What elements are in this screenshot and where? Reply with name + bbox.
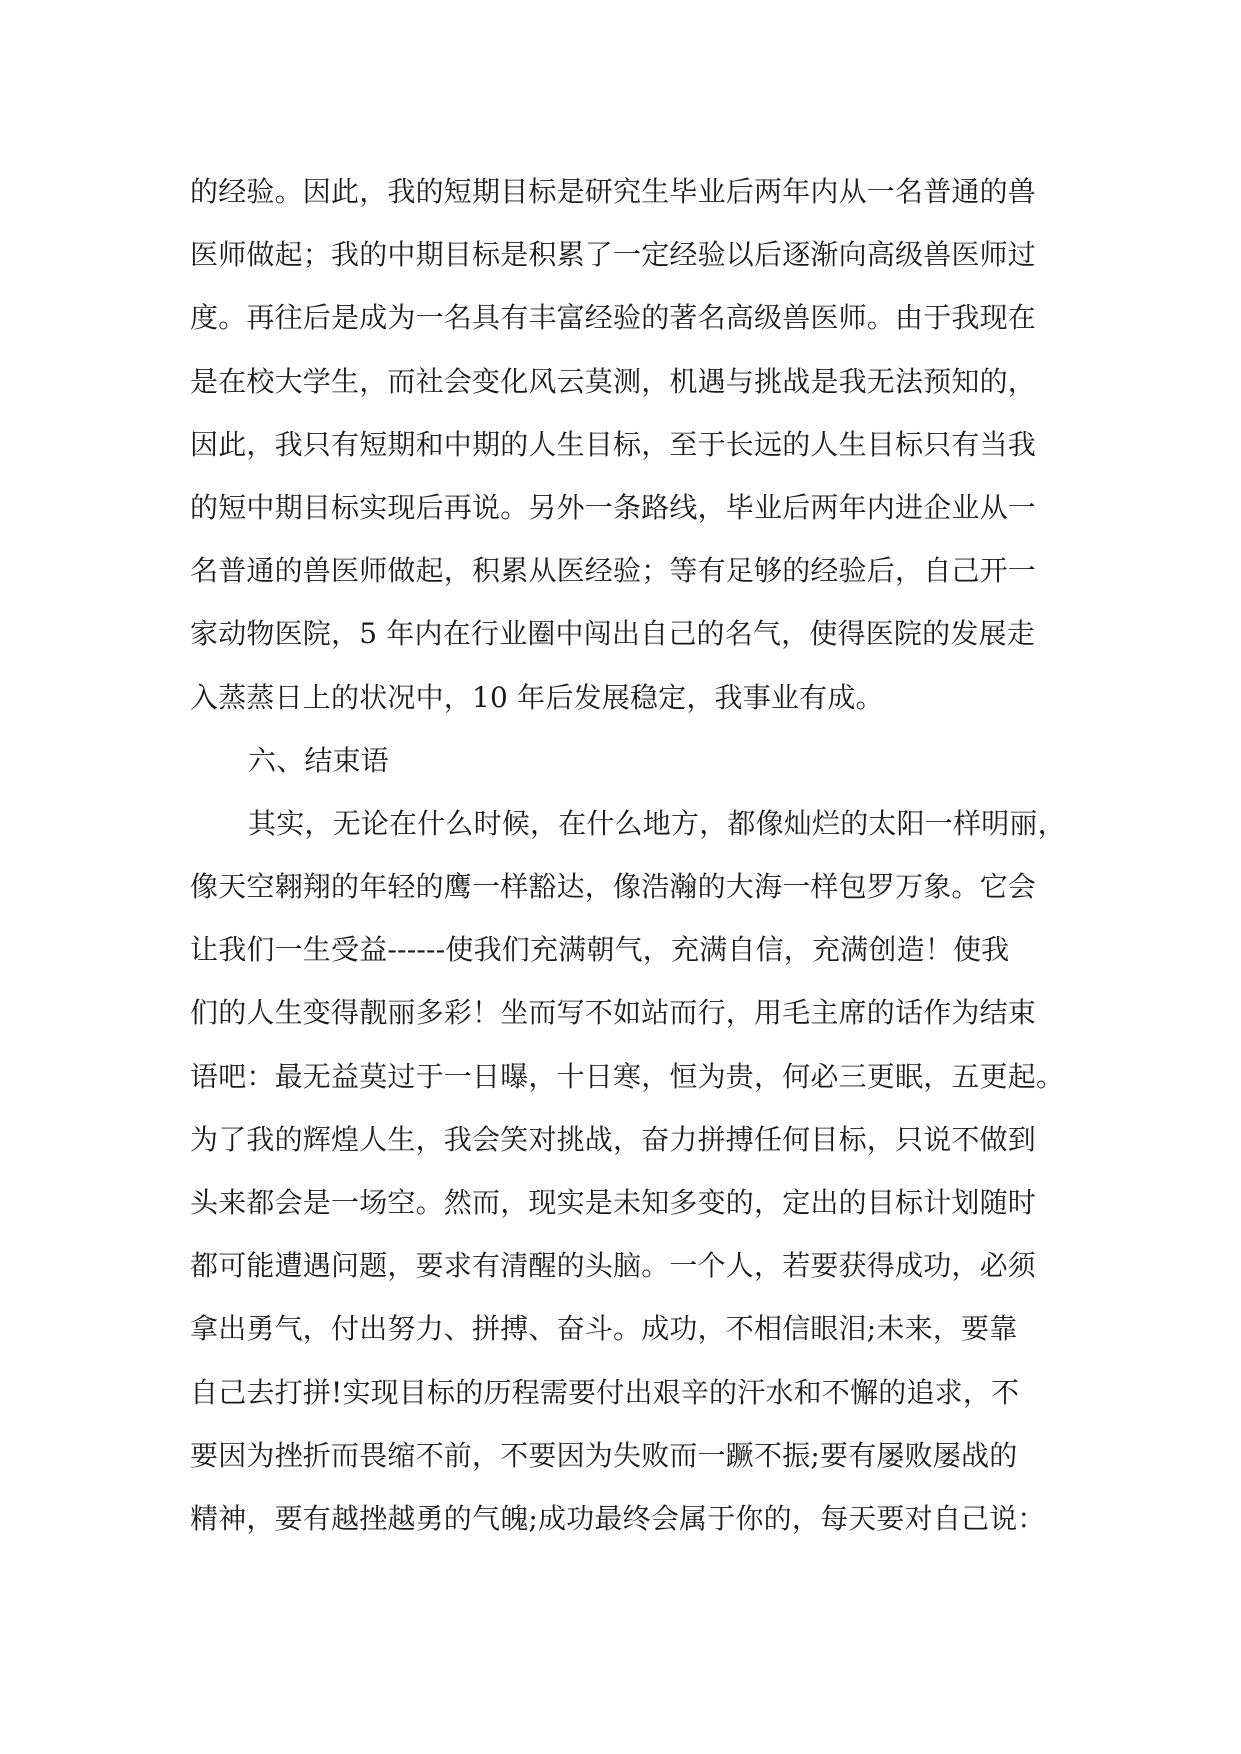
text-line: 头来都会是一场空。然而，现实是未知多变的，定出的目标计划随时 [190,1186,1037,1219]
text-line: 要因为挫折而畏缩不前，不要因为失败而一蹶不振;要有屡败屡战的 [190,1438,1018,1472]
text-line: 像天空翱翔的年轻的鹰一样豁达，像浩瀚的大海一样包罗万象。它会 [190,870,1037,904]
text-line: 医师做起；我的中期目标是积累了一定经验以后逐渐向高级兽医师过 [190,238,1037,272]
text-line: 家动物医院，5 年内在行业圈中闯出自己的名气，使得医院的发展走 [190,617,1035,651]
text-line: 语吧：最无益莫过于一日曝，十日寒，恒为贵，何必三更眠，五更起。 [190,1059,1065,1093]
text-line: 们的人生变得靓丽多彩！坐而写不如站而行，用毛主席的话作为结束 [190,996,1037,1030]
text-line: 的短中期目标实现后再说。另外一条路线，毕业后两年内进企业从一 [190,490,1037,524]
text-line: 其实，无论在什么时候，在什么地方，都像灿烂的太阳一样明丽， [248,806,1066,840]
text-line: 为了我的辉煌人生，我会笑对挑战，奋力拼搏任何目标，只说不做到 [190,1122,1037,1156]
text-line: 拿出勇气，付出努力、拼搏、奋斗。成功，不相信眼泪;未来，要靠 [190,1312,1018,1346]
text-line: 因此，我只有短期和中期的人生目标，至于长远的人生目标只有当我 [190,427,1037,461]
text-line: 精神，要有越挫越勇的气魄;成功最终会属于你的，每天要对自己说： [190,1501,1046,1535]
text-line: 名普通的兽医师做起，积累从医经验；等有足够的经验后，自己开一 [190,554,1037,588]
text-line: 入蒸蒸日上的状况中，10 年后发展稳定，我事业有成。 [190,680,884,714]
text-line: 自己去打拼!实现目标的历程需要付出艰辛的汗水和不懈的追求，不 [190,1375,1020,1409]
body-text [190,160,1090,1550]
text-line: 都可能遭遇问题，要求有清醒的头脑。一个人，若要获得成功，必须 [190,1249,1037,1283]
text-line: 让我们一生受益------使我们充满朝气，充满自信，充满创造！使我 [190,933,1010,967]
text-line: 的经验。因此，我的短期目标是研究生毕业后两年内从一名普通的兽 [190,175,1037,208]
section-heading: 六、结束语 [248,743,390,777]
text-line: 是在校大学生，而社会变化风云莫测，机遇与挑战是我无法预知的， [190,364,1037,398]
text-line: 度。再往后是成为一名具有丰富经验的著名高级兽医师。由于我现在 [190,301,1037,335]
